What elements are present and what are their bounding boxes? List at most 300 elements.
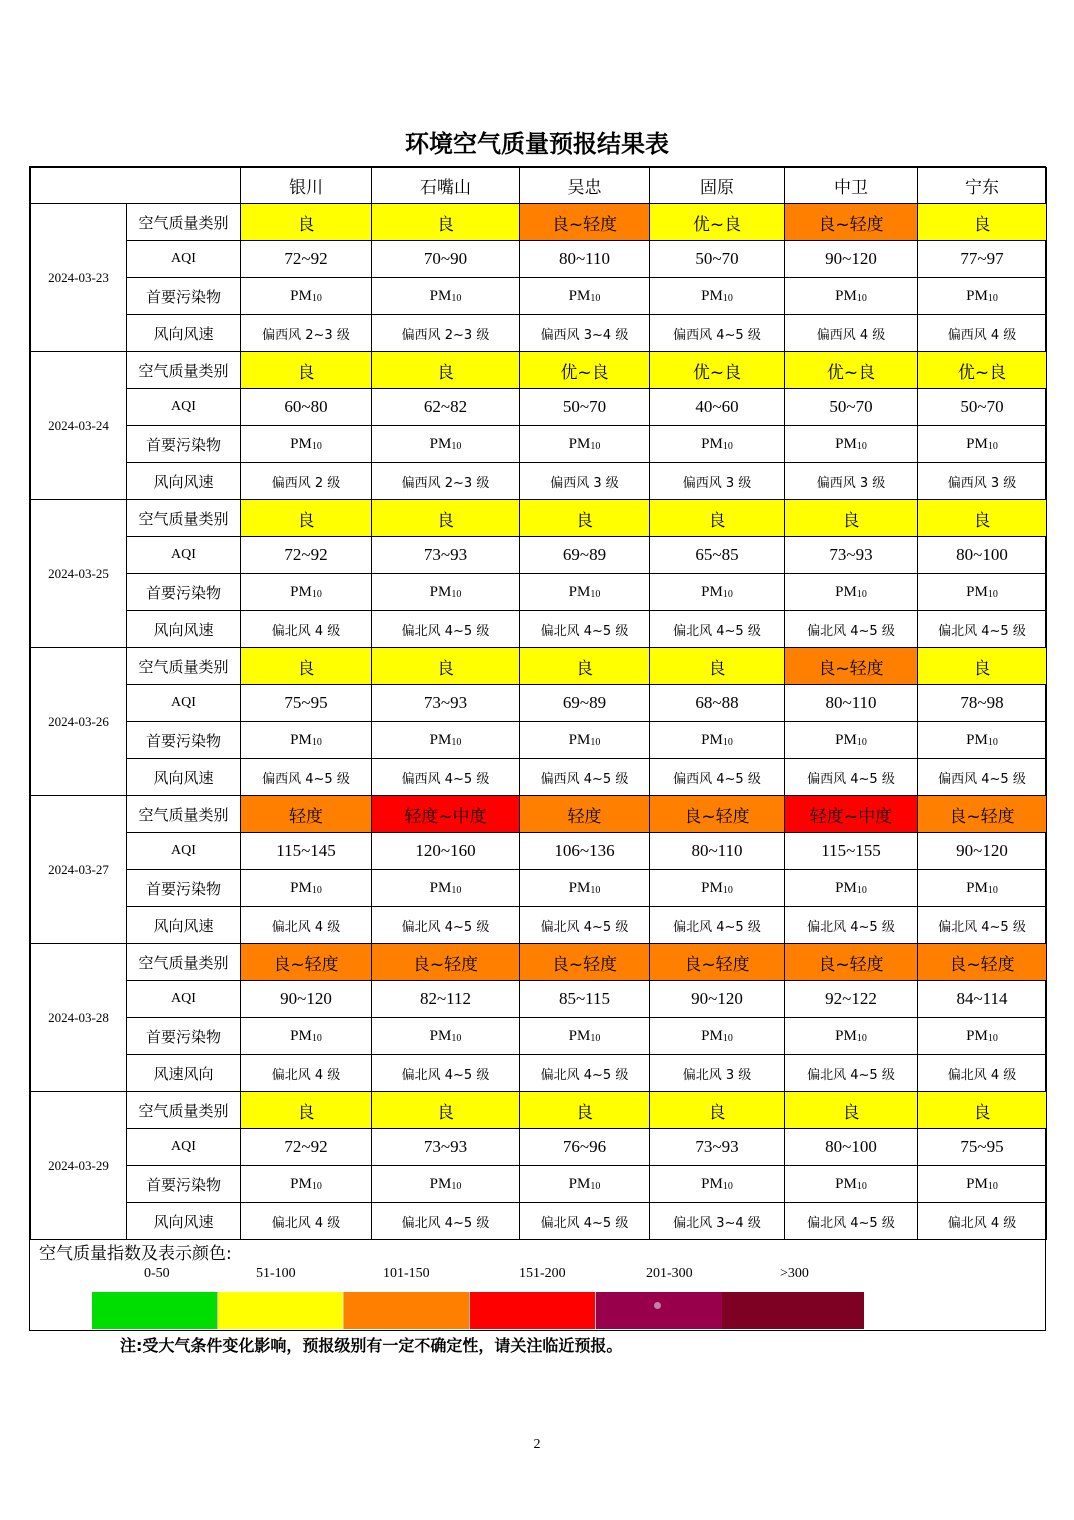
primary-pollutant-cell — [520, 1166, 650, 1203]
primary-pollutant-cell — [918, 426, 1047, 463]
pollutant-name: PM — [429, 879, 452, 896]
row-label: 首要污染物 — [127, 870, 241, 907]
pollutant-subscript: 10 — [856, 292, 867, 304]
forecast-row — [31, 759, 1047, 796]
city-header: 中卫 — [785, 168, 918, 204]
wind-cell: 偏西风 4 级 — [918, 315, 1047, 352]
wind-cell: 偏北风 4~5 级 — [918, 611, 1047, 648]
wind-cell: 偏北风 4~5 级 — [918, 907, 1047, 944]
forecast-row — [31, 278, 1047, 315]
pollutant-name: PM — [835, 1027, 857, 1044]
pollutant-name: PM — [701, 583, 723, 600]
wind-cell: 偏北风 4 级 — [918, 1203, 1047, 1240]
aqi-value-cell: 72~92 — [241, 1129, 372, 1166]
forecast-row — [31, 796, 1047, 833]
aqi-value-cell: 73~93 — [650, 1129, 785, 1166]
primary-pollutant-cell — [785, 722, 918, 759]
aqi-value-cell: 72~92 — [241, 241, 372, 278]
aqi-value-cell: 80~110 — [785, 685, 918, 722]
primary-pollutant-cell — [372, 426, 520, 463]
date-cell: 2024-03-26 — [31, 648, 127, 796]
forecast-row — [31, 685, 1047, 722]
row-label: 风向风速 — [127, 1203, 241, 1240]
aqi-category-cell: 良 — [918, 1092, 1047, 1129]
aqi-category-cell: 良 — [372, 1092, 520, 1129]
aqi-value-cell: 62~82 — [372, 389, 520, 426]
primary-pollutant-cell — [785, 574, 918, 611]
pollutant-name: PM — [966, 1027, 988, 1044]
aqi-category-cell: 良~轻度 — [520, 204, 650, 241]
primary-pollutant-cell — [650, 1018, 785, 1055]
primary-pollutant-cell — [372, 574, 520, 611]
aqi-category-cell: 良 — [241, 352, 372, 389]
pollutant-name: PM — [568, 1175, 591, 1192]
pollutant-name: PM — [290, 287, 312, 304]
city-header: 石嘴山 — [372, 168, 520, 204]
aqi-value-cell: 69~89 — [520, 537, 650, 574]
aqi-value-cell: 75~95 — [241, 685, 372, 722]
primary-pollutant-cell — [918, 574, 1047, 611]
aqi-value-cell: 80~100 — [785, 1129, 918, 1166]
wind-cell: 偏北风 3 级 — [650, 1055, 785, 1092]
primary-pollutant-cell — [650, 870, 785, 907]
pollutant-name: PM — [290, 731, 312, 748]
wind-cell: 偏西风 2~3 级 — [372, 315, 520, 352]
aqi-category-cell: 良 — [372, 204, 520, 241]
legend-range-label: 151-200 — [519, 1266, 566, 1281]
forecast-row — [31, 1018, 1047, 1055]
legend-range-label: 51-100 — [256, 1266, 296, 1281]
wind-cell: 偏北风 4~5 级 — [520, 1055, 650, 1092]
pollutant-name: PM — [429, 583, 452, 600]
pollutant-name: PM — [966, 435, 988, 452]
legend-swatch — [92, 1292, 218, 1329]
wind-cell: 偏北风 4~5 级 — [785, 611, 918, 648]
pollutant-subscript: 10 — [856, 440, 867, 452]
date-cell: 2024-03-25 — [31, 500, 127, 648]
aqi-value-cell: 90~120 — [918, 833, 1047, 870]
wind-cell: 偏北风 4~5 级 — [785, 1055, 918, 1092]
aqi-category-cell: 轻度 — [241, 796, 372, 833]
pollutant-subscript: 10 — [311, 1032, 322, 1044]
aqi-value-cell: 78~98 — [918, 685, 1047, 722]
date-cell: 2024-03-29 — [31, 1092, 127, 1240]
aqi-category-cell: 良~轻度 — [241, 944, 372, 981]
legend-swatch — [344, 1292, 470, 1329]
pollutant-name: PM — [835, 731, 857, 748]
city-header: 吴忠 — [520, 168, 650, 204]
aqi-category-cell: 良 — [650, 1092, 785, 1129]
wind-cell: 偏北风 4 级 — [241, 611, 372, 648]
aqi-value-cell: 80~110 — [650, 833, 785, 870]
pollutant-name: PM — [701, 1175, 723, 1192]
pollutant-subscript: 10 — [590, 1180, 601, 1192]
pollutant-subscript: 10 — [451, 588, 462, 600]
forecast-row — [31, 907, 1047, 944]
primary-pollutant-cell — [918, 722, 1047, 759]
pollutant-subscript: 10 — [590, 884, 601, 896]
pollutant-subscript: 10 — [987, 736, 998, 748]
header-row — [31, 168, 1047, 204]
wind-cell: 偏北风 4~5 级 — [520, 907, 650, 944]
wind-cell: 偏北风 4 级 — [241, 1055, 372, 1092]
pollutant-subscript: 10 — [311, 588, 322, 600]
pollutant-name: PM — [568, 287, 591, 304]
date-cell: 2024-03-27 — [31, 796, 127, 944]
legend-range-label: 0-50 — [144, 1266, 170, 1281]
wind-cell: 偏西风 4~5 级 — [520, 759, 650, 796]
pollutant-subscript: 10 — [722, 292, 733, 304]
row-label: 首要污染物 — [127, 574, 241, 611]
row-label: 风向风速 — [127, 611, 241, 648]
aqi-category-cell: 良 — [241, 204, 372, 241]
pollutant-subscript: 10 — [987, 440, 998, 452]
aqi-category-cell: 良 — [918, 500, 1047, 537]
aqi-value-cell: 65~85 — [650, 537, 785, 574]
date-cell: 2024-03-24 — [31, 352, 127, 500]
legend-color-bar — [92, 1292, 864, 1329]
primary-pollutant-cell — [520, 574, 650, 611]
pollutant-name: PM — [835, 287, 857, 304]
pollutant-subscript: 10 — [722, 1180, 733, 1192]
wind-cell: 偏西风 4~5 级 — [650, 315, 785, 352]
aqi-value-cell: 50~70 — [520, 389, 650, 426]
pollutant-name: PM — [966, 1175, 988, 1192]
aqi-category-cell: 轻度 — [520, 796, 650, 833]
legend-swatch — [470, 1292, 596, 1329]
aqi-category-cell: 良~轻度 — [650, 796, 785, 833]
row-label: 风向风速 — [127, 315, 241, 352]
primary-pollutant-cell — [918, 1166, 1047, 1203]
wind-cell: 偏西风 4~5 级 — [918, 759, 1047, 796]
wind-cell: 偏北风 4~5 级 — [785, 907, 918, 944]
forecast-row — [31, 537, 1047, 574]
forecast-row — [31, 204, 1047, 241]
aqi-value-cell: 115~145 — [241, 833, 372, 870]
forecast-row — [31, 1166, 1047, 1203]
date-cell: 2024-03-28 — [31, 944, 127, 1092]
aqi-category-cell: 良 — [785, 1092, 918, 1129]
wind-cell: 偏北风 4~5 级 — [520, 1203, 650, 1240]
pollutant-name: PM — [429, 435, 452, 452]
aqi-category-cell: 良 — [520, 1092, 650, 1129]
primary-pollutant-cell — [785, 870, 918, 907]
primary-pollutant-cell — [520, 426, 650, 463]
pollutant-subscript: 10 — [856, 736, 867, 748]
primary-pollutant-cell — [241, 722, 372, 759]
legend-swatch — [596, 1292, 722, 1329]
aqi-category-cell: 良 — [785, 500, 918, 537]
aqi-category-cell: 良~轻度 — [785, 204, 918, 241]
wind-cell: 偏西风 2 级 — [241, 463, 372, 500]
aqi-value-cell: 73~93 — [372, 1129, 520, 1166]
aqi-category-cell: 优~良 — [650, 204, 785, 241]
pollutant-name: PM — [290, 1027, 312, 1044]
aqi-value-cell: 90~120 — [650, 981, 785, 1018]
row-label: 首要污染物 — [127, 1166, 241, 1203]
row-label: 空气质量类别 — [127, 944, 241, 981]
aqi-value-cell: 60~80 — [241, 389, 372, 426]
pollutant-name: PM — [568, 435, 591, 452]
row-label: 首要污染物 — [127, 1018, 241, 1055]
pollutant-subscript: 10 — [987, 292, 998, 304]
aqi-category-cell: 良 — [918, 648, 1047, 685]
disclaimer-note: 注:受大气条件变化影响，预报级别有一定不确定性，请关注临近预报。 — [120, 1336, 623, 1355]
pollutant-name: PM — [701, 879, 723, 896]
aqi-category-cell: 良~轻度 — [918, 944, 1047, 981]
wind-cell: 偏北风 4~5 级 — [785, 1203, 918, 1240]
wind-cell: 偏北风 4~5 级 — [372, 1055, 520, 1092]
forecast-row — [31, 1055, 1047, 1092]
pollutant-subscript: 10 — [856, 588, 867, 600]
wind-cell: 偏北风 4 级 — [241, 907, 372, 944]
aqi-value-cell: 69~89 — [520, 685, 650, 722]
aqi-value-cell: 76~96 — [520, 1129, 650, 1166]
primary-pollutant-cell — [785, 1166, 918, 1203]
aqi-category-cell: 优~良 — [918, 352, 1047, 389]
primary-pollutant-cell — [241, 1018, 372, 1055]
wind-cell: 偏西风 2~3 级 — [241, 315, 372, 352]
forecast-row — [31, 463, 1047, 500]
pollutant-name: PM — [290, 1175, 312, 1192]
forecast-row — [31, 426, 1047, 463]
aqi-category-cell: 良 — [372, 500, 520, 537]
pollutant-subscript: 10 — [311, 440, 322, 452]
wind-cell: 偏西风 4~5 级 — [241, 759, 372, 796]
pollutant-name: PM — [701, 287, 723, 304]
row-label: 风向风速 — [127, 759, 241, 796]
wind-cell: 偏西风 3 级 — [785, 463, 918, 500]
pollutant-name: PM — [290, 879, 312, 896]
pollutant-name: PM — [966, 879, 988, 896]
primary-pollutant-cell — [372, 722, 520, 759]
primary-pollutant-cell — [785, 426, 918, 463]
row-label: 风向风速 — [127, 463, 241, 500]
row-label: AQI — [127, 685, 241, 722]
forecast-row — [31, 981, 1047, 1018]
pollutant-name: PM — [568, 879, 591, 896]
row-label: 空气质量类别 — [127, 796, 241, 833]
primary-pollutant-cell — [520, 1018, 650, 1055]
aqi-value-cell: 73~93 — [372, 685, 520, 722]
primary-pollutant-cell — [918, 870, 1047, 907]
aqi-category-cell: 良 — [520, 648, 650, 685]
row-label: 空气质量类别 — [127, 352, 241, 389]
aqi-value-cell: 40~60 — [650, 389, 785, 426]
aqi-category-cell: 良~轻度 — [520, 944, 650, 981]
pollutant-subscript: 10 — [987, 1032, 998, 1044]
primary-pollutant-cell — [650, 574, 785, 611]
legend-range-label: 101-150 — [383, 1266, 430, 1281]
primary-pollutant-cell — [785, 1018, 918, 1055]
row-label: 空气质量类别 — [127, 1092, 241, 1129]
aqi-category-cell: 良 — [241, 648, 372, 685]
wind-cell: 偏西风 3 级 — [918, 463, 1047, 500]
pollutant-name: PM — [835, 1175, 857, 1192]
wind-cell: 偏北风 4~5 级 — [650, 907, 785, 944]
aqi-category-cell: 良~轻度 — [785, 648, 918, 685]
aqi-category-cell: 轻度~中度 — [372, 796, 520, 833]
aqi-value-cell: 50~70 — [785, 389, 918, 426]
primary-pollutant-cell — [520, 278, 650, 315]
aqi-category-cell: 良~轻度 — [918, 796, 1047, 833]
pollutant-name: PM — [429, 1175, 452, 1192]
pollutant-subscript: 10 — [451, 884, 462, 896]
row-label: AQI — [127, 981, 241, 1018]
pollutant-subscript: 10 — [311, 1180, 322, 1192]
pollutant-subscript: 10 — [987, 588, 998, 600]
aqi-value-cell: 73~93 — [372, 537, 520, 574]
wind-cell: 偏北风 4~5 级 — [372, 1203, 520, 1240]
pollutant-name: PM — [835, 435, 857, 452]
pollutant-subscript: 10 — [451, 1032, 462, 1044]
forecast-table — [30, 167, 1047, 1240]
aqi-value-cell: 120~160 — [372, 833, 520, 870]
wind-cell: 偏北风 4~5 级 — [372, 611, 520, 648]
row-label: 风向风速 — [127, 907, 241, 944]
wind-cell: 偏西风 3~4 级 — [520, 315, 650, 352]
pollutant-subscript: 10 — [451, 292, 462, 304]
pollutant-subscript: 10 — [590, 292, 601, 304]
pollutant-subscript: 10 — [311, 292, 322, 304]
header-corner — [31, 168, 241, 204]
primary-pollutant-cell — [650, 1166, 785, 1203]
forecast-row — [31, 722, 1047, 759]
row-label: 首要污染物 — [127, 722, 241, 759]
city-header: 固原 — [650, 168, 785, 204]
primary-pollutant-cell — [650, 722, 785, 759]
pollutant-name: PM — [429, 287, 452, 304]
primary-pollutant-cell — [372, 278, 520, 315]
primary-pollutant-cell — [918, 278, 1047, 315]
pollutant-name: PM — [966, 287, 988, 304]
row-label: AQI — [127, 833, 241, 870]
row-label: 风速风向 — [127, 1055, 241, 1092]
pollutant-name: PM — [290, 583, 312, 600]
aqi-category-cell: 优~良 — [520, 352, 650, 389]
aqi-category-cell: 良 — [241, 1092, 372, 1129]
pollutant-name: PM — [835, 583, 857, 600]
pollutant-subscript: 10 — [722, 588, 733, 600]
aqi-value-cell: 84~114 — [918, 981, 1047, 1018]
aqi-value-cell: 50~70 — [918, 389, 1047, 426]
primary-pollutant-cell — [241, 574, 372, 611]
pollutant-name: PM — [290, 435, 312, 452]
aqi-category-cell: 轻度~中度 — [785, 796, 918, 833]
pollutant-subscript: 10 — [856, 1180, 867, 1192]
city-header: 银川 — [241, 168, 372, 204]
forecast-row — [31, 315, 1047, 352]
aqi-category-cell: 良 — [918, 204, 1047, 241]
aqi-category-cell: 良~轻度 — [785, 944, 918, 981]
aqi-value-cell: 90~120 — [785, 241, 918, 278]
aqi-value-cell: 115~155 — [785, 833, 918, 870]
row-label: 首要污染物 — [127, 426, 241, 463]
city-header: 宁东 — [918, 168, 1047, 204]
page-title: 环境空气质量预报结果表 — [405, 130, 669, 158]
pollutant-name: PM — [429, 731, 452, 748]
forecast-row — [31, 944, 1047, 981]
primary-pollutant-cell — [372, 1018, 520, 1055]
legend-title: 空气质量指数及表示颜色: — [39, 1244, 232, 1264]
wind-cell: 偏西风 4~5 级 — [650, 759, 785, 796]
wind-cell: 偏北风 4~5 级 — [372, 907, 520, 944]
wind-cell: 偏西风 3 级 — [650, 463, 785, 500]
aqi-category-cell: 良 — [241, 500, 372, 537]
pollutant-name: PM — [568, 1027, 591, 1044]
pollutant-name: PM — [429, 1027, 452, 1044]
row-label: 空气质量类别 — [127, 648, 241, 685]
pollutant-subscript: 10 — [856, 1032, 867, 1044]
row-label: 空气质量类别 — [127, 204, 241, 241]
aqi-category-cell: 优~良 — [785, 352, 918, 389]
primary-pollutant-cell — [241, 278, 372, 315]
aqi-value-cell: 73~93 — [785, 537, 918, 574]
pollutant-subscript: 10 — [987, 1180, 998, 1192]
pollutant-name: PM — [701, 731, 723, 748]
primary-pollutant-cell — [650, 426, 785, 463]
forecast-row — [31, 574, 1047, 611]
page-number: 2 — [533, 1437, 541, 1452]
pollutant-subscript: 10 — [451, 440, 462, 452]
primary-pollutant-cell — [372, 870, 520, 907]
aqi-value-cell: 77~97 — [918, 241, 1047, 278]
aqi-value-cell: 70~90 — [372, 241, 520, 278]
row-label: AQI — [127, 389, 241, 426]
wind-cell: 偏北风 4 级 — [918, 1055, 1047, 1092]
pollutant-subscript: 10 — [722, 1032, 733, 1044]
primary-pollutant-cell — [241, 870, 372, 907]
pollutant-subscript: 10 — [590, 1032, 601, 1044]
pollutant-subscript: 10 — [451, 736, 462, 748]
aqi-value-cell: 80~110 — [520, 241, 650, 278]
row-label: 空气质量类别 — [127, 500, 241, 537]
pollutant-subscript: 10 — [590, 588, 601, 600]
aqi-value-cell: 106~136 — [520, 833, 650, 870]
forecast-row — [31, 1203, 1047, 1240]
primary-pollutant-cell — [372, 1166, 520, 1203]
primary-pollutant-cell — [520, 870, 650, 907]
pollutant-subscript: 10 — [722, 736, 733, 748]
row-label: AQI — [127, 537, 241, 574]
aqi-value-cell: 82~112 — [372, 981, 520, 1018]
pollutant-name: PM — [701, 435, 723, 452]
pollutant-name: PM — [701, 1027, 723, 1044]
forecast-row — [31, 1092, 1047, 1129]
wind-cell: 偏西风 4~5 级 — [372, 759, 520, 796]
forecast-row — [31, 870, 1047, 907]
pollutant-subscript: 10 — [722, 884, 733, 896]
legend-range-label: >300 — [780, 1266, 809, 1281]
primary-pollutant-cell — [918, 1018, 1047, 1055]
pollutant-name: PM — [966, 731, 988, 748]
pollutant-subscript: 10 — [590, 440, 601, 452]
aqi-value-cell: 75~95 — [918, 1129, 1047, 1166]
row-label: AQI — [127, 1129, 241, 1166]
forecast-row — [31, 648, 1047, 685]
aqi-category-cell: 良 — [650, 500, 785, 537]
wind-cell: 偏北风 4 级 — [241, 1203, 372, 1240]
aqi-category-cell: 良~轻度 — [650, 944, 785, 981]
aqi-category-cell: 良 — [372, 648, 520, 685]
pollutant-name: PM — [835, 879, 857, 896]
pollutant-subscript: 10 — [856, 884, 867, 896]
forecast-row — [31, 389, 1047, 426]
forecast-row — [31, 833, 1047, 870]
pollutant-subscript: 10 — [987, 884, 998, 896]
pollutant-subscript: 10 — [451, 1180, 462, 1192]
primary-pollutant-cell — [520, 722, 650, 759]
